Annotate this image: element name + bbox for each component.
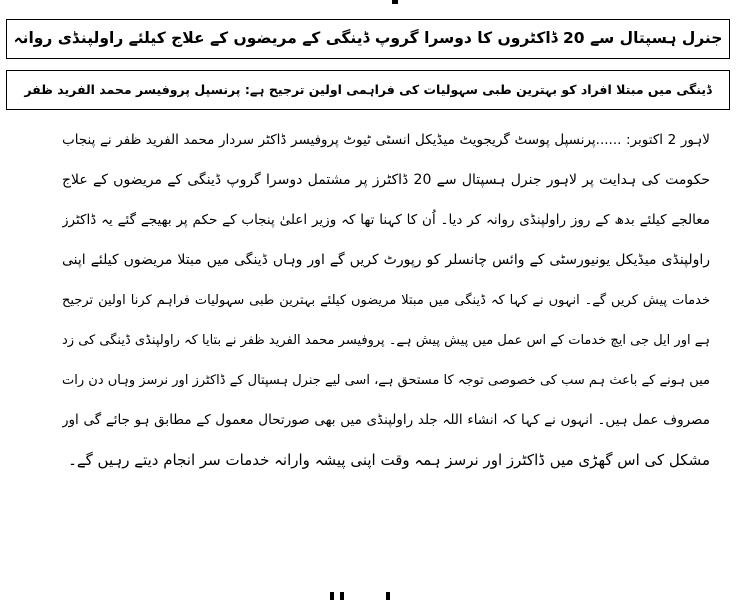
article-line-text: ہے اور ایل جی ایچ خدمات کے اس عمل میں پیش پیش ہے۔ پروفیسر محمد الفرید ظفر نے بتایا کہ راولپنڈی ڈینگی کی زد [62,332,710,348]
article-line-text: میں ہونے کے باعث ہم سب کی خصوصی توجہ کا مستحق ہے، اسی لیے جنرل ہسپتال کے ڈاکٹرز اور نرسز وہاں دن رات [62,372,710,388]
article-line [62,160,710,200]
headline-box-secondary [6,70,730,110]
article-line [62,240,710,280]
article-line-text: مشکل کی اس گھڑی میں ڈاکٹرز اور نرسز ہمہ وقت اپنی پیشہ وارانہ خدمات سر انجام دیتے رہیں گے۔ [68,451,710,469]
article-line [62,280,710,320]
article-line-text: مصروف عمل ہیں۔ انہوں نے کہا کہ انشاء اللہ جلد راولپنڈی میں بھی صورتحال معمول کے مطابق ہو جائے گی اور [62,412,710,428]
article-line [62,360,710,400]
article-line [62,320,710,360]
top-edge-mark [392,0,398,4]
bottom-edge-mark [330,592,390,600]
headline-primary: جنرل ہسپتال سے 20 ڈاکٹروں کا دوسرا گروپ ڈینگی کے مریضوں کے علاج کیلئے راولپنڈی روانہ [13,29,723,48]
article-line-text: لاہور 2 اکتوبر: ......پرنسپل پوسٹ گریجویٹ میڈیکل انسٹی ٹیوٹ پروفیسر ڈاکٹر سردار محمد الفرید ظفر نے پنجاب [62,132,710,148]
article-line-text: معالجے کیلئے بدھ کے روز راولپنڈی روانہ کر دیا۔ اُن کا کہنا تھا کہ وزیر اعلیٰ پنجاب کے حکم پر بھیجے گئے یہ ڈاکٹرز [62,212,710,228]
article-line-text: حکومت کی ہدایت پر لاہور جنرل ہسپتال سے 20 ڈاکٹرز پر مشتمل دوسرا گروپ ڈینگی کے مریضوں کے علاج [62,172,710,188]
article-line [62,120,710,160]
article-line-last [62,440,710,480]
article-line [62,200,710,240]
article-body [62,120,710,480]
headline-box-primary [6,19,730,59]
headline-secondary: ڈینگی میں مبتلا افراد کو بہترین طبی سہولیات کی فراہمی اولین ترجیح ہے: پرنسپل پروفیسر محمد الفرید ظفر [24,81,712,97]
article-line-text: خدمات پیش کریں گے۔ انہوں نے کہا کہ ڈینگی میں مبتلا مریضوں کیلئے بہترین طبی سہولیات فراہم کرنا اولین ترجیح [62,292,710,308]
article-line [62,400,710,440]
article-line-text: راولپنڈی میڈیکل یونیورسٹی کے وائس چانسلر کو رپورٹ کریں گے اور وہاں ڈینگی میں مبتلا مریضوں کیلئے اپنی [62,252,710,268]
